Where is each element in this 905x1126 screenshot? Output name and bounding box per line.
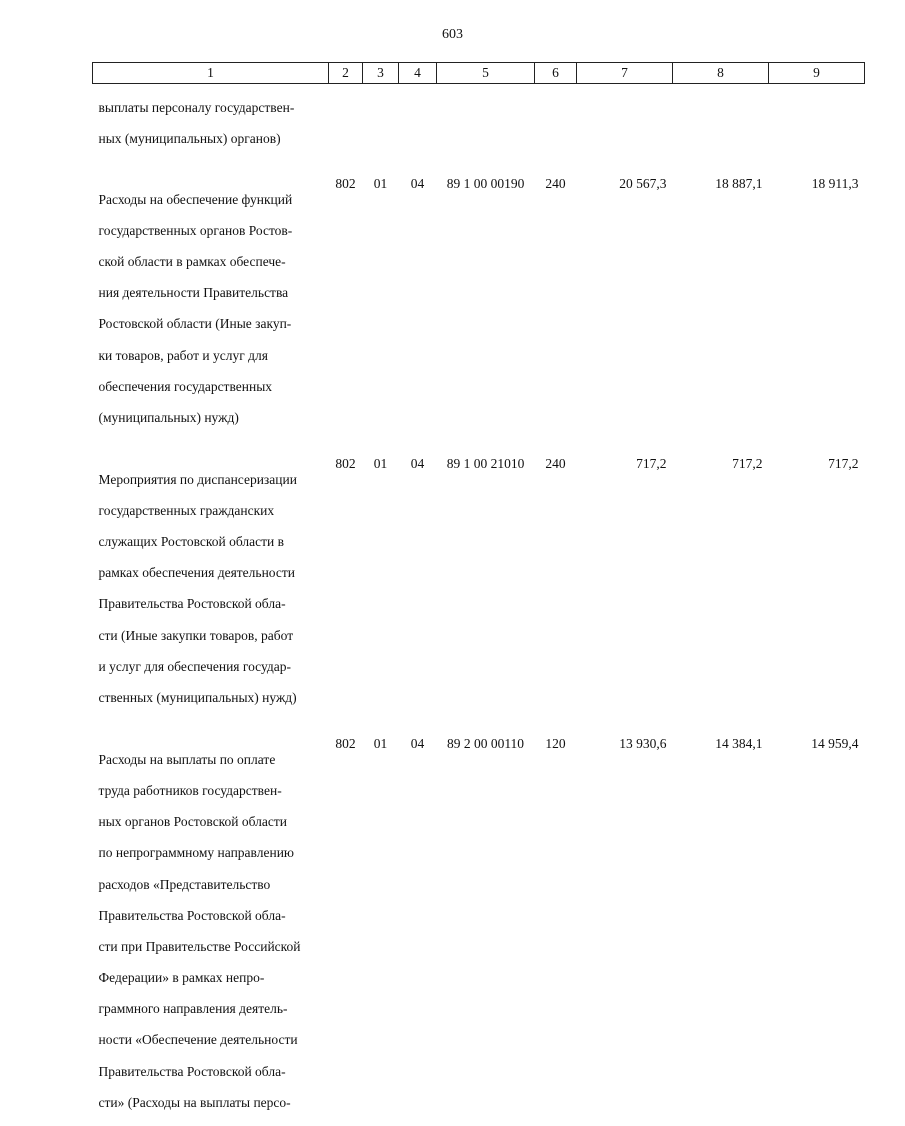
description-line: ки товаров, работ и услуг для — [98, 347, 268, 363]
cell-ministry-code: 802 — [335, 456, 356, 472]
description-line: Расходы на обеспечение функций — [98, 191, 293, 207]
cell-amount-year2: 14 384,1 — [715, 736, 763, 752]
cell-amount-year2: 18 887,1 — [715, 175, 763, 191]
cell-target-article: 89 2 00 00110 — [446, 736, 525, 752]
cell-expense-type: 240 — [545, 175, 566, 191]
column-header: 6 — [535, 63, 577, 84]
description-line: ных органов Ростовской области — [98, 814, 288, 830]
description-line: обеспечения государственных — [98, 378, 273, 394]
row-description — [93, 736, 329, 1126]
description-line: граммного направления деятель- — [98, 1001, 288, 1017]
description-line: ственных (муниципальных) нужд) — [98, 689, 297, 705]
cell-ministry-code: 802 — [335, 175, 356, 191]
description-line: государственных гражданских — [98, 502, 275, 518]
cell-amount-year1: 717,2 — [636, 456, 667, 472]
cell-ministry-code: 802 — [335, 736, 356, 752]
cell-section — [363, 84, 399, 176]
cell-amount-year1 — [577, 84, 673, 176]
description-line: Правительства Ростовской обла- — [98, 907, 286, 923]
description-line: сти» (Расходы на выплаты персо- — [98, 1094, 291, 1110]
cell-amount-year3: 14 959,4 — [811, 736, 859, 752]
description-line: Мероприятия по диспансеризации — [98, 471, 297, 487]
column-header: 2 — [329, 63, 363, 84]
column-header: 5 — [437, 63, 535, 84]
cell-subsection: 04 — [410, 456, 425, 472]
description-line: сти при Правительстве Российской — [98, 938, 301, 954]
cell-section: 01 — [373, 175, 388, 191]
description-line: расходов «Представительство — [98, 876, 271, 892]
cell-amount-year3: 717,2 — [828, 456, 859, 472]
cell-ministry-code — [329, 84, 363, 176]
description-line: ных (муниципальных) органов) — [98, 130, 281, 146]
cell-amount-year1: 13 930,6 — [619, 736, 667, 752]
cell-section: 01 — [373, 456, 388, 472]
description-line: рамках обеспечения деятельности — [98, 565, 295, 581]
cell-target-article — [437, 84, 535, 176]
cell-section: 01 — [373, 736, 388, 752]
description-line: служащих Ростовской области в — [98, 534, 284, 550]
column-header: 1 — [93, 63, 329, 84]
budget-table — [92, 62, 865, 1126]
row-description — [93, 456, 329, 736]
description-line: Правительства Ростовской обла- — [98, 596, 286, 612]
column-header: 7 — [577, 63, 673, 84]
description-line: Правительства Ростовской обла- — [98, 1063, 286, 1079]
cell-expense-type — [535, 84, 577, 176]
description-line: (муниципальных) нужд) — [98, 409, 239, 425]
description-line: ния деятельности Правительства — [98, 285, 289, 301]
description-line: государственных органов Ростов- — [98, 222, 293, 238]
cell-amount-year2 — [673, 84, 769, 176]
description-line: ской области в рамках обеспече- — [98, 253, 286, 269]
row-description — [93, 84, 329, 176]
description-line: труда работников государствен- — [98, 782, 282, 798]
cell-subsection: 04 — [410, 736, 425, 752]
cell-target-article: 89 1 00 21010 — [446, 456, 525, 472]
page-number: 603 — [442, 27, 463, 42]
column-header: 8 — [673, 63, 769, 84]
cell-subsection — [399, 84, 437, 176]
column-header: 3 — [363, 63, 399, 84]
cell-target-article: 89 1 00 00190 — [446, 175, 525, 191]
column-header: 4 — [399, 63, 437, 84]
cell-amount-year1: 20 567,3 — [619, 175, 667, 191]
description-line: Федерации» в рамках непро- — [98, 970, 265, 986]
description-line: выплаты персоналу государствен- — [98, 99, 295, 115]
row-description — [93, 176, 329, 456]
table-header-row — [93, 63, 865, 84]
cell-expense-type: 120 — [545, 736, 566, 752]
table-row — [93, 176, 865, 456]
description-line: ности «Обеспечение деятельности — [98, 1032, 298, 1048]
description-line: и услуг для обеспечения государ- — [98, 658, 291, 674]
cell-amount-year2: 717,2 — [732, 456, 763, 472]
table-row — [93, 84, 865, 176]
cell-amount-year3 — [769, 84, 865, 176]
description-line: по непрограммному направлению — [98, 845, 295, 861]
cell-amount-year3: 18 911,3 — [811, 175, 859, 191]
cell-expense-type: 240 — [545, 456, 566, 472]
table-row — [93, 736, 865, 1126]
table-row — [93, 456, 865, 736]
description-line: Расходы на выплаты по оплате — [98, 751, 276, 767]
description-line: Ростовской области (Иные закуп- — [98, 316, 292, 332]
description-line: сти (Иные закупки товаров, работ — [98, 627, 294, 643]
column-header: 9 — [769, 63, 865, 84]
cell-subsection: 04 — [410, 175, 425, 191]
